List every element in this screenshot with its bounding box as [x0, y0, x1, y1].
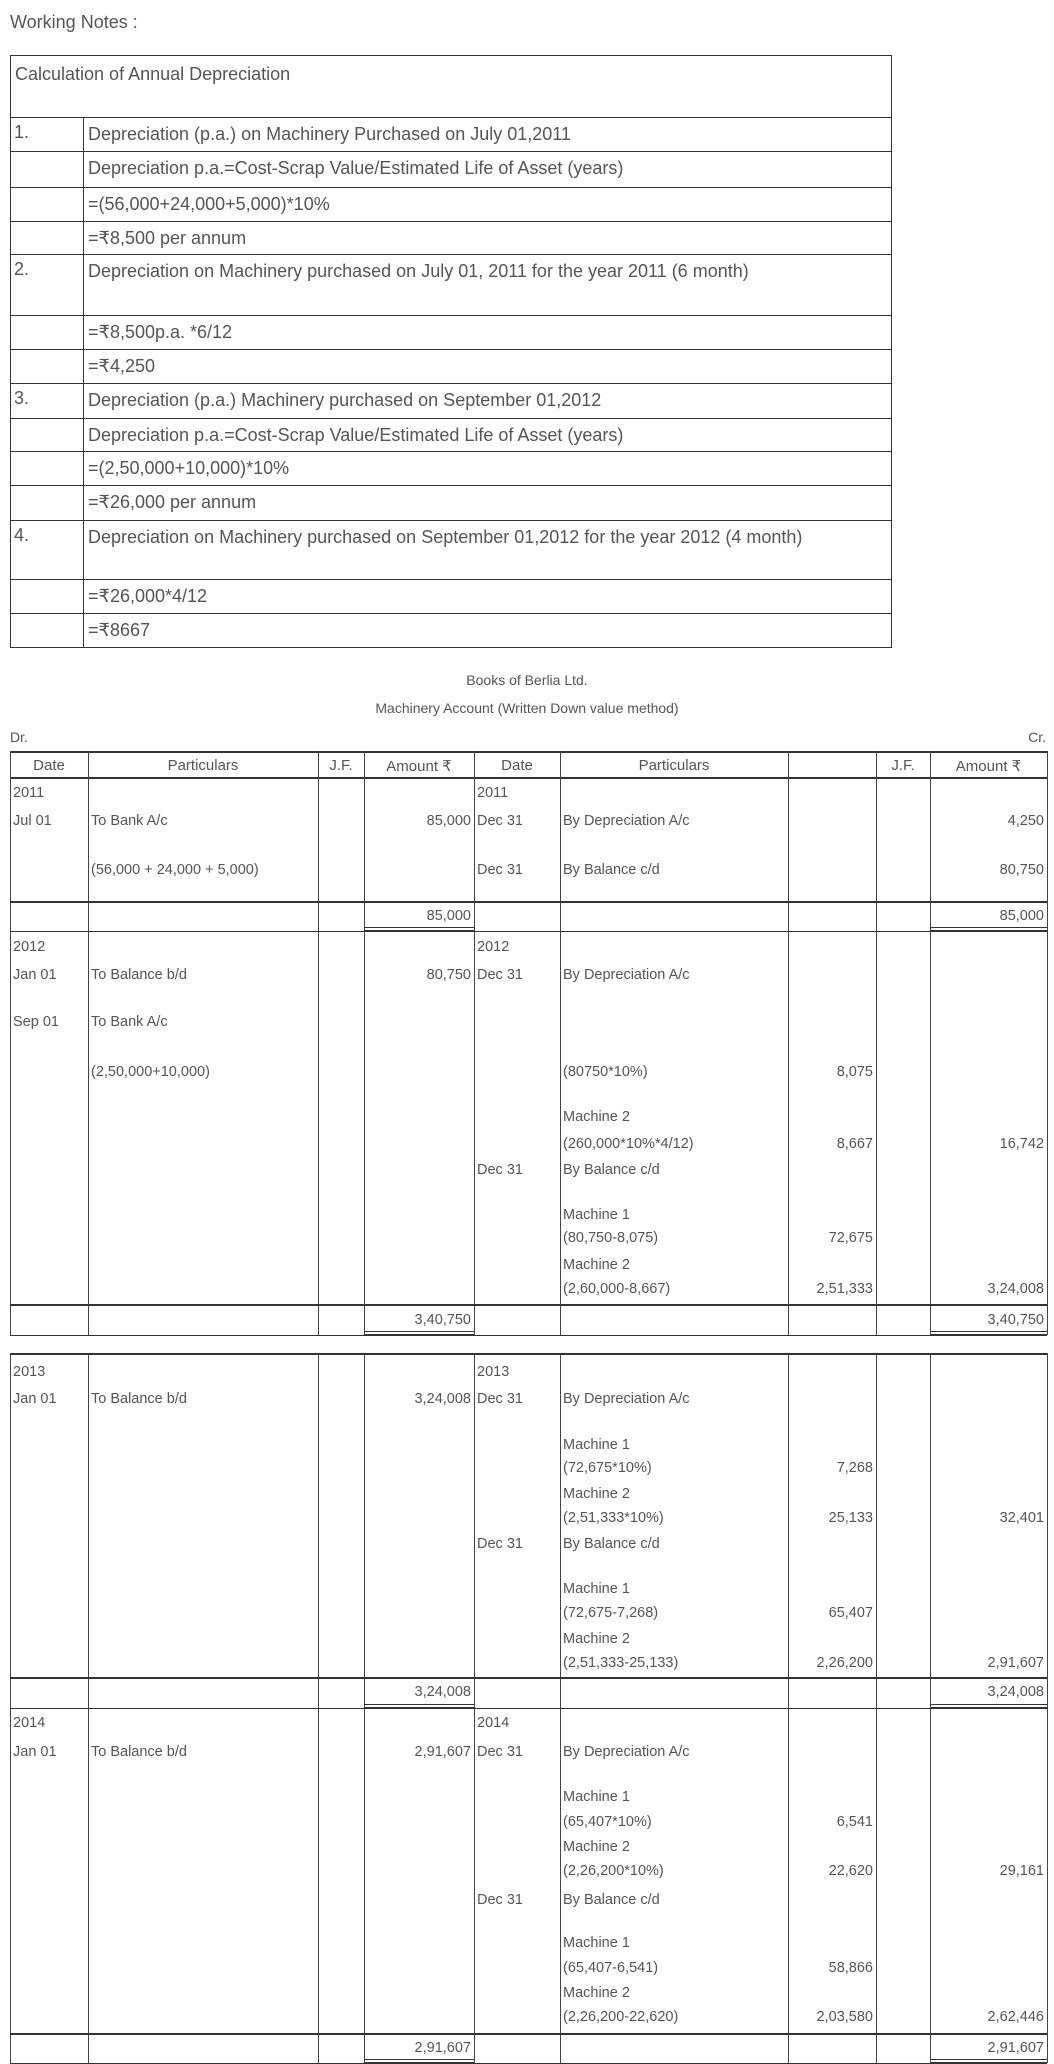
date-credit: Dec 31 [477, 1891, 523, 1908]
total-double-underline [364, 1331, 474, 1332]
total-double-underline [930, 927, 1047, 928]
row-text: =(56,000+24,000+5,000)*10% [88, 194, 330, 214]
column-divider [318, 751, 319, 777]
amount-debit: 3,24,008 [414, 1391, 471, 1408]
table-row [11, 383, 891, 418]
header-part-l: Particulars [167, 757, 239, 774]
table-row [11, 520, 891, 579]
row-text: Depreciation on Machinery purchased on July 01, 2011 for the year 2011 (6 month) [88, 261, 749, 281]
total-amount-credit: 3,24,008 [987, 1684, 1044, 1701]
row-text: Depreciation (p.a.) Machinery purchased on September 01,2012 [88, 390, 602, 410]
amount-debit: 2,91,607 [414, 1744, 471, 1761]
date-debit: 2012 [13, 939, 46, 956]
subamount-credit: 6,541 [836, 1814, 873, 1831]
row-text: Depreciation p.a.=Cost-Scrap Value/Estimated Life of Asset (years) [88, 425, 624, 445]
header-jf-l: J.F. [329, 757, 353, 774]
column-divider [876, 1353, 877, 1707]
particulars-credit: Machine 1 [563, 1437, 630, 1454]
particulars-credit: By Depreciation A/c [563, 1744, 690, 1761]
particulars-debit: To Balance b/d [91, 966, 187, 983]
particulars-credit: (72,675-7,268) [563, 1604, 659, 1621]
total-double-underline [930, 1704, 1047, 1705]
date-credit: Dec 31 [477, 1161, 523, 1178]
particulars-credit: (2,51,333*10%) [563, 1509, 664, 1526]
particulars-debit: To Balance b/d [91, 1391, 187, 1408]
date-debit: 2013 [13, 1363, 46, 1380]
amount-credit: 32,401 [999, 1509, 1044, 1526]
amount-credit: 3,24,008 [987, 1280, 1044, 1297]
column-divider [560, 1708, 561, 2064]
particulars-credit: (65,407*10%) [563, 1814, 652, 1831]
particulars-debit: (2,50,000+10,000) [91, 1064, 210, 1081]
date-debit: 2014 [13, 1715, 46, 1732]
particulars-debit: (56,000 + 24,000 + 5,000) [91, 861, 259, 878]
column-divider [318, 931, 319, 1334]
amount-credit: 2,62,446 [987, 2009, 1044, 2026]
column-divider [930, 751, 931, 777]
row-number [11, 452, 84, 485]
subamount-credit: 65,407 [828, 1604, 873, 1621]
total-double-underline [364, 2059, 474, 2060]
column-divider [1047, 751, 1048, 777]
table-row [11, 151, 891, 187]
particulars-credit: Machine 1 [563, 1789, 630, 1806]
header-amt-l: Amount ₹ [386, 758, 452, 775]
subamount-credit: 25,133 [828, 1509, 873, 1526]
date-credit: Dec 31 [477, 861, 523, 878]
total-row-border [10, 931, 1047, 932]
particulars-credit: Machine 2 [563, 1985, 630, 2002]
subamount-credit: 2,26,200 [816, 1654, 873, 1671]
table-row [11, 349, 891, 383]
column-divider [364, 1708, 365, 2064]
column-divider [788, 1353, 789, 1707]
block-bottom-border [10, 901, 1047, 903]
table-row [11, 418, 891, 451]
column-divider [788, 931, 789, 1334]
column-divider [88, 931, 89, 1334]
row-number [11, 152, 84, 187]
account-title: Machinery Account (Written Down value method) [375, 700, 679, 716]
row-text: =₹26,000*4/12 [88, 586, 208, 606]
amount-credit: 2,91,607 [987, 1654, 1044, 1671]
total-amount-debit: 85,000 [426, 908, 471, 925]
subamount-credit: 58,866 [828, 1960, 873, 1977]
header-date-r: Date [501, 757, 533, 774]
date-credit: Dec 31 [477, 812, 523, 829]
row-number [11, 222, 84, 254]
date-credit: 2012 [477, 939, 510, 956]
row-number [11, 419, 84, 451]
depreciation-calculation-table [10, 55, 892, 648]
amount-credit: 4,250 [1007, 812, 1044, 829]
table-row [11, 117, 891, 151]
amount-credit: 80,750 [999, 861, 1044, 878]
total-double-underline [364, 1704, 474, 1705]
column-divider [10, 777, 11, 931]
column-divider [930, 1708, 931, 2064]
table-row [11, 579, 891, 613]
column-divider [364, 751, 365, 777]
date-credit: Dec 31 [477, 1744, 523, 1761]
header-part-r: Particulars [638, 757, 710, 774]
date-debit: Jan 01 [13, 966, 57, 983]
row-text: =₹8,500p.a. *6/12 [88, 322, 233, 342]
date-credit: 2014 [477, 1715, 510, 1732]
total-amount-credit: 85,000 [999, 908, 1044, 925]
column-divider [1047, 777, 1048, 931]
column-divider [88, 751, 89, 777]
total-amount-credit: 3,40,750 [987, 1311, 1044, 1328]
subamount-credit: 2,51,333 [816, 1280, 873, 1297]
date-debit: Jul 01 [13, 812, 52, 829]
particulars-credit: (2,26,200*10%) [563, 1862, 664, 1879]
block-bottom-border [10, 1304, 1047, 1306]
column-divider [1047, 1708, 1048, 2064]
column-divider [930, 777, 931, 931]
total-double-underline [930, 2059, 1047, 2060]
column-divider [788, 777, 789, 931]
row-number [11, 188, 84, 221]
particulars-credit: Machine 1 [563, 1935, 630, 1952]
table-row [11, 451, 891, 485]
credit-label: Cr. [1028, 729, 1046, 745]
amount-credit: 16,742 [999, 1135, 1044, 1152]
column-divider [930, 1353, 931, 1707]
block-bottom-border [10, 2033, 1047, 2035]
particulars-credit: Machine 2 [563, 1109, 630, 1126]
total-double-underline [930, 1331, 1047, 1332]
column-divider [474, 751, 475, 777]
particulars-credit: By Balance c/d [563, 1536, 660, 1553]
row-number: 4. [11, 521, 84, 579]
particulars-credit: (2,51,333-25,133) [563, 1654, 679, 1671]
date-credit: Dec 31 [477, 966, 523, 983]
block-top-border [10, 1353, 1047, 1355]
particulars-credit: By Balance c/d [563, 1161, 660, 1178]
row-text: =₹4,250 [88, 356, 156, 376]
column-divider [1047, 931, 1048, 1334]
column-divider [560, 751, 561, 777]
column-divider [88, 777, 89, 931]
particulars-credit: (2,26,200-22,620) [563, 2009, 679, 2026]
particulars-credit: (65,407-6,541) [563, 1960, 659, 1977]
total-amount-debit: 2,91,607 [414, 2040, 471, 2057]
table-row [11, 254, 891, 315]
subamount-credit: 72,675 [828, 1230, 873, 1247]
column-divider [876, 777, 877, 931]
row-text: =₹26,000 per annum [88, 492, 257, 512]
particulars-debit: To Bank A/c [91, 1014, 168, 1031]
header-date-l: Date [33, 757, 65, 774]
particulars-credit: (80,750-8,075) [563, 1230, 659, 1247]
column-divider [560, 1353, 561, 1707]
row-number [11, 614, 84, 647]
row-text: =₹8667 [88, 620, 151, 640]
column-divider [88, 1708, 89, 2064]
column-divider [364, 931, 365, 1334]
column-divider [88, 1353, 89, 1707]
column-divider [1047, 1353, 1048, 1707]
row-text: Depreciation p.a.=Cost-Scrap Value/Estimated Life of Asset (years) [88, 158, 624, 178]
column-divider [10, 1708, 11, 2064]
row-number [11, 316, 84, 349]
particulars-credit: Machine 2 [563, 1839, 630, 1856]
date-credit: Dec 31 [477, 1391, 523, 1408]
column-divider [560, 931, 561, 1334]
column-divider [10, 931, 11, 1334]
block-bottom-border [10, 1677, 1047, 1679]
row-text: Depreciation on Machinery purchased on September 01,2012 for the year 2012 (4 month) [88, 527, 803, 547]
particulars-credit: Machine 2 [563, 1630, 630, 1647]
particulars-credit: By Balance c/d [563, 1891, 660, 1908]
subamount-credit: 22,620 [828, 1862, 873, 1879]
particulars-credit: (72,675*10%) [563, 1459, 652, 1476]
subamount-credit: 8,075 [836, 1064, 873, 1081]
header-jf-r: J.F. [891, 757, 915, 774]
column-divider [10, 751, 11, 777]
column-divider [474, 777, 475, 931]
particulars-credit: Machine 1 [563, 1580, 630, 1597]
amount-debit: 80,750 [426, 966, 471, 983]
table-top-border [10, 751, 1047, 753]
column-divider [364, 777, 365, 931]
total-double-underline [364, 927, 474, 928]
table-row [11, 485, 891, 520]
date-credit: Dec 31 [477, 1536, 523, 1553]
date-credit: 2011 [477, 785, 509, 802]
table-row [11, 187, 891, 221]
total-row-border [10, 1335, 1047, 1336]
column-divider [474, 1708, 475, 2064]
row-number [11, 486, 84, 520]
particulars-credit: By Depreciation A/c [563, 1391, 690, 1408]
particulars-credit: By Balance c/d [563, 861, 660, 878]
total-row-border [10, 1708, 1047, 1709]
column-divider [318, 1708, 319, 2064]
debit-label: Dr. [10, 729, 28, 745]
particulars-credit: (260,000*10%*4/12) [563, 1135, 694, 1152]
row-text: =(2,50,000+10,000)*10% [88, 458, 290, 478]
column-divider [560, 777, 561, 931]
row-number: 2. [11, 255, 84, 315]
column-divider [876, 931, 877, 1334]
working-notes-title: Working Notes : [10, 12, 138, 32]
column-divider [474, 931, 475, 1334]
particulars-credit: Machine 2 [563, 1256, 630, 1273]
date-credit: 2013 [477, 1363, 510, 1380]
particulars-credit: (2,60,000-8,667) [563, 1280, 671, 1297]
amount-credit: 29,161 [999, 1862, 1044, 1879]
row-text: =₹8,500 per annum [88, 228, 247, 248]
row-number [11, 580, 84, 613]
table-row [11, 221, 891, 254]
column-divider [876, 1708, 877, 2064]
column-divider [364, 1353, 365, 1707]
date-debit: Sep 01 [13, 1014, 59, 1031]
column-divider [10, 1353, 11, 1707]
header-amt-r: Amount ₹ [955, 758, 1022, 775]
particulars-credit: Machine 1 [563, 1206, 630, 1223]
particulars-credit: Machine 2 [563, 1486, 630, 1503]
particulars-credit: By Depreciation A/c [563, 966, 690, 983]
total-amount-debit: 3,24,008 [414, 1684, 471, 1701]
subamount-credit: 8,667 [836, 1135, 873, 1152]
book-title: Books of Berlia Ltd. [466, 672, 588, 688]
subamount-credit: 7,268 [836, 1459, 873, 1476]
date-debit: Jan 01 [13, 1744, 57, 1761]
column-divider [876, 751, 877, 777]
row-number: 1. [11, 118, 84, 151]
particulars-debit: To Balance b/d [91, 1744, 187, 1761]
table-row [11, 315, 891, 349]
total-amount-credit: 2,91,607 [987, 2040, 1044, 2057]
table-heading: Calculation of Annual Depreciation [15, 64, 291, 84]
header-bottom-border [10, 777, 1047, 779]
column-divider [318, 1353, 319, 1707]
total-amount-debit: 3,40,750 [414, 1311, 471, 1328]
column-divider [788, 1708, 789, 2064]
column-divider [474, 1353, 475, 1707]
table-row [11, 613, 891, 647]
row-number: 3. [11, 384, 84, 418]
particulars-credit: By Depreciation A/c [563, 812, 690, 829]
date-debit: 2011 [13, 785, 45, 802]
particulars-debit: To Bank A/c [91, 812, 168, 829]
amount-debit: 85,000 [426, 812, 471, 829]
particulars-credit: (80750*10%) [563, 1064, 648, 1081]
row-text: Depreciation (p.a.) on Machinery Purchased on July 01,2011 [88, 124, 571, 144]
row-number [11, 350, 84, 383]
subamount-credit: 2,03,580 [816, 2009, 873, 2026]
column-divider [930, 931, 931, 1334]
column-divider [788, 751, 789, 777]
date-debit: Jan 01 [13, 1391, 57, 1408]
column-divider [318, 777, 319, 931]
